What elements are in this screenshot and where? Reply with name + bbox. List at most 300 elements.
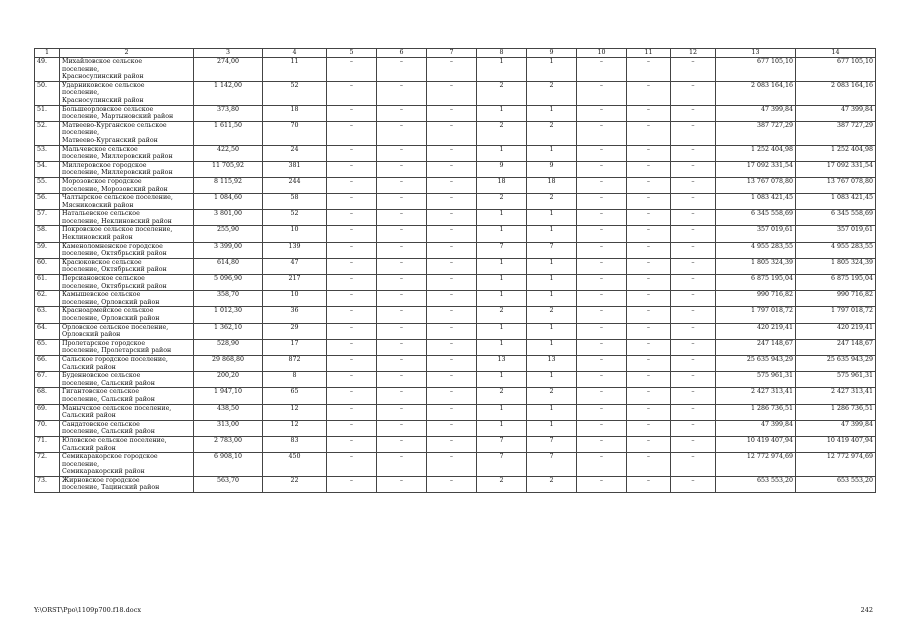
col-8-value: 1 <box>477 323 527 339</box>
col-6-value: – <box>377 453 427 477</box>
col-9-value: 18 <box>527 177 577 193</box>
count-value: 872 <box>263 355 327 371</box>
col-8-value: 1 <box>477 339 527 355</box>
total-amount-value: 47 399,84 <box>796 105 876 121</box>
settlement-name-line: поселение, Миллеровский район <box>62 169 173 177</box>
count-value: 65 <box>263 388 327 404</box>
settlement-name-line: поселение, Пролетарский район <box>62 347 172 355</box>
col-7-value: – <box>427 105 477 121</box>
settlement-name-line: поселение, Неклиновский район <box>62 217 172 225</box>
col-6-value: – <box>377 420 427 436</box>
row-number: 63. <box>35 307 60 323</box>
col-12-value: – <box>671 339 716 355</box>
col-12-value: – <box>671 105 716 121</box>
area-value: 2 783,00 <box>194 436 263 452</box>
area-value: 274,00 <box>194 58 263 82</box>
col-9-value: 13 <box>527 355 577 371</box>
col-12-value: – <box>671 404 716 420</box>
col-7-value: – <box>427 81 477 105</box>
count-value: 83 <box>263 436 327 452</box>
row-number: 53. <box>35 145 60 161</box>
total-amount-value: 575 961,31 <box>796 372 876 388</box>
col-11-value: – <box>627 436 671 452</box>
settlement-name-line: поселение, Октябрьский район <box>62 282 167 290</box>
col-12-value: – <box>671 323 716 339</box>
table-row <box>35 339 876 355</box>
settlement-name-line: Камышевское сельское <box>62 291 141 299</box>
col-7-value: – <box>427 242 477 258</box>
col-6-value: – <box>377 226 427 242</box>
total-amount-value: 25 635 943,29 <box>796 355 876 371</box>
col-8-value: 1 <box>477 105 527 121</box>
count-value: 18 <box>263 105 327 121</box>
settlement-name <box>60 355 194 371</box>
count-value: 12 <box>263 420 327 436</box>
col-12-value: – <box>671 242 716 258</box>
row-number: 52. <box>35 121 60 145</box>
col-5-value: – <box>327 242 377 258</box>
col-12-value: – <box>671 436 716 452</box>
col-8-value: 2 <box>477 194 527 210</box>
count-value: 70 <box>263 121 327 145</box>
settlement-name-line: Чалтырское сельское поселение, <box>62 194 173 202</box>
col-11-value: – <box>627 355 671 371</box>
col-12-value: – <box>671 121 716 145</box>
settlement-name <box>60 323 194 339</box>
table-row <box>35 145 876 161</box>
area-value: 6 908,10 <box>194 453 263 477</box>
settlement-name-line: поселение, Октябрьский район <box>62 266 167 274</box>
col-9-value: 1 <box>527 323 577 339</box>
area-value: 1 611,50 <box>194 121 263 145</box>
col-7-value: – <box>427 388 477 404</box>
col-10-value: – <box>577 145 627 161</box>
total-amount-value: 12 772 974,69 <box>796 453 876 477</box>
col-8-value: 1 <box>477 145 527 161</box>
total-amount-value: 1 252 404,98 <box>796 145 876 161</box>
table-row <box>35 355 876 371</box>
col-11-value: – <box>627 453 671 477</box>
col-9-value: 1 <box>527 258 577 274</box>
col-6-value: – <box>377 210 427 226</box>
table-row <box>35 323 876 339</box>
amount-value: 677 105,10 <box>716 58 796 82</box>
area-value: 313,00 <box>194 420 263 436</box>
col-5-value: – <box>327 145 377 161</box>
area-value: 1 142,00 <box>194 81 263 105</box>
table-row <box>35 388 876 404</box>
total-amount-value: 6 875 195,04 <box>796 275 876 291</box>
table-row <box>35 210 876 226</box>
col-9-value: 2 <box>527 121 577 145</box>
col-7-value: – <box>427 210 477 226</box>
area-value: 563,70 <box>194 476 263 492</box>
col-7-value: – <box>427 307 477 323</box>
settlement-name <box>60 291 194 307</box>
settlement-name-line: поселение, Тацинский район <box>62 484 160 492</box>
area-value: 200,20 <box>194 372 263 388</box>
total-amount-value: 420 219,41 <box>796 323 876 339</box>
col-5-value: – <box>327 210 377 226</box>
amount-value: 1 083 421,45 <box>716 194 796 210</box>
table-row <box>35 58 876 82</box>
col-6-value: – <box>377 105 427 121</box>
col-9-value: 1 <box>527 226 577 242</box>
col-7-value: – <box>427 404 477 420</box>
amount-value: 1 252 404,98 <box>716 145 796 161</box>
col-7-value: – <box>427 161 477 177</box>
col-8-value: 18 <box>477 177 527 193</box>
column-header: 9 <box>527 49 577 58</box>
col-5-value: – <box>327 436 377 452</box>
area-value: 1 012,30 <box>194 307 263 323</box>
area-value: 358,70 <box>194 291 263 307</box>
settlement-name <box>60 307 194 323</box>
total-amount-value: 10 419 407,94 <box>796 436 876 452</box>
col-9-value: 1 <box>527 105 577 121</box>
settlement-name-line: Михайловское сельское <box>62 58 143 65</box>
row-number: 49. <box>35 58 60 82</box>
col-8-value: 1 <box>477 258 527 274</box>
settlement-name-line: Сальский район <box>62 363 116 371</box>
col-11-value: – <box>627 145 671 161</box>
settlement-name <box>60 161 194 177</box>
col-7-value: – <box>427 323 477 339</box>
row-number: 67. <box>35 372 60 388</box>
settlement-name <box>60 404 194 420</box>
col-7-value: – <box>427 121 477 145</box>
settlement-name-line: Красносулинский район <box>62 96 144 104</box>
amount-value: 12 772 974,69 <box>716 453 796 477</box>
settlement-name-line: Красюковское сельское <box>62 258 142 266</box>
settlement-name <box>60 258 194 274</box>
settlement-name-line: Орловское сельское поселение, <box>62 323 169 331</box>
area-value: 528,90 <box>194 339 263 355</box>
table-row <box>35 404 876 420</box>
col-6-value: – <box>377 161 427 177</box>
row-number: 57. <box>35 210 60 226</box>
col-7-value: – <box>427 339 477 355</box>
col-7-value: – <box>427 145 477 161</box>
col-10-value: – <box>577 388 627 404</box>
col-12-value: – <box>671 258 716 274</box>
col-11-value: – <box>627 81 671 105</box>
col-11-value: – <box>627 161 671 177</box>
total-amount-value: 653 553,20 <box>796 476 876 492</box>
col-8-value: 1 <box>477 58 527 82</box>
col-11-value: – <box>627 258 671 274</box>
count-value: 17 <box>263 339 327 355</box>
column-header: 3 <box>194 49 263 58</box>
col-10-value: – <box>577 291 627 307</box>
col-9-value: 1 <box>527 275 577 291</box>
col-11-value: – <box>627 307 671 323</box>
count-value: 217 <box>263 275 327 291</box>
row-number: 72. <box>35 453 60 477</box>
col-10-value: – <box>577 307 627 323</box>
area-value: 5 096,90 <box>194 275 263 291</box>
row-number: 60. <box>35 258 60 274</box>
col-7-value: – <box>427 194 477 210</box>
col-11-value: – <box>627 404 671 420</box>
settlement-name <box>60 275 194 291</box>
amount-value: 357 019,61 <box>716 226 796 242</box>
col-10-value: – <box>577 194 627 210</box>
settlement-name-line: Матвеево-Курганский район <box>62 136 158 144</box>
column-header: 11 <box>627 49 671 58</box>
settlement-name-line: Красносулинский район <box>62 73 144 81</box>
col-5-value: – <box>327 355 377 371</box>
settlement-name <box>60 121 194 145</box>
col-7-value: – <box>427 275 477 291</box>
amount-value: 1 286 736,51 <box>716 404 796 420</box>
col-10-value: – <box>577 105 627 121</box>
row-number: 56. <box>35 194 60 210</box>
col-5-value: – <box>327 372 377 388</box>
settlement-name-line: Каменоломненское городское <box>62 242 163 250</box>
col-12-value: – <box>671 194 716 210</box>
column-header: 12 <box>671 49 716 58</box>
col-10-value: – <box>577 81 627 105</box>
settlement-name <box>60 194 194 210</box>
total-amount-value: 677 105,10 <box>796 58 876 82</box>
total-amount-value: 1 083 421,45 <box>796 194 876 210</box>
count-value: 10 <box>263 291 327 307</box>
col-11-value: – <box>627 58 671 82</box>
col-8-value: 2 <box>477 121 527 145</box>
col-11-value: – <box>627 388 671 404</box>
total-amount-value: 47 399,84 <box>796 420 876 436</box>
col-9-value: 7 <box>527 453 577 477</box>
area-value: 1 362,10 <box>194 323 263 339</box>
table-row <box>35 275 876 291</box>
col-12-value: – <box>671 161 716 177</box>
col-10-value: – <box>577 242 627 258</box>
col-11-value: – <box>627 372 671 388</box>
col-11-value: – <box>627 323 671 339</box>
col-9-value: 7 <box>527 436 577 452</box>
col-7-value: – <box>427 258 477 274</box>
row-number: 70. <box>35 420 60 436</box>
col-7-value: – <box>427 291 477 307</box>
column-header: 2 <box>60 49 194 58</box>
settlement-name <box>60 242 194 258</box>
col-10-value: – <box>577 404 627 420</box>
settlement-name <box>60 388 194 404</box>
table-row <box>35 307 876 323</box>
col-12-value: – <box>671 145 716 161</box>
col-8-value: 13 <box>477 355 527 371</box>
col-10-value: – <box>577 58 627 82</box>
col-7-value: – <box>427 420 477 436</box>
total-amount-value: 387 727,29 <box>796 121 876 145</box>
col-6-value: – <box>377 275 427 291</box>
count-value: 244 <box>263 177 327 193</box>
page-number: 242 <box>860 606 873 614</box>
table-row <box>35 81 876 105</box>
amount-value: 25 635 943,29 <box>716 355 796 371</box>
total-amount-value: 13 767 078,80 <box>796 177 876 193</box>
col-10-value: – <box>577 476 627 492</box>
amount-value: 6 345 558,69 <box>716 210 796 226</box>
table-body <box>35 58 876 493</box>
col-11-value: – <box>627 210 671 226</box>
col-10-value: – <box>577 355 627 371</box>
col-11-value: – <box>627 339 671 355</box>
settlement-name-line: Неклиновский район <box>62 234 133 242</box>
col-6-value: – <box>377 339 427 355</box>
settlement-name <box>60 177 194 193</box>
settlement-name-line: поселение, Сальский район <box>62 395 155 403</box>
col-5-value: – <box>327 275 377 291</box>
settlement-name-line: Сальский район <box>62 444 116 452</box>
amount-value: 4 955 283,55 <box>716 242 796 258</box>
settlement-name-line: поселение, Сальский район <box>62 379 155 387</box>
count-value: 24 <box>263 145 327 161</box>
col-9-value: 1 <box>527 372 577 388</box>
count-value: 36 <box>263 307 327 323</box>
col-12-value: – <box>671 372 716 388</box>
area-value: 438,50 <box>194 404 263 420</box>
col-10-value: – <box>577 372 627 388</box>
count-value: 8 <box>263 372 327 388</box>
row-number: 65. <box>35 339 60 355</box>
settlement-name-line: Жирновское городское <box>62 476 140 484</box>
amount-value: 13 767 078,80 <box>716 177 796 193</box>
row-number: 68. <box>35 388 60 404</box>
settlement-name-line: Манычское сельское поселение, <box>62 404 172 412</box>
row-number: 58. <box>35 226 60 242</box>
amount-value: 47 399,84 <box>716 105 796 121</box>
table-row <box>35 161 876 177</box>
settlement-name-line: Гигантовское сельское <box>62 388 140 396</box>
col-12-value: – <box>671 453 716 477</box>
amount-value: 2 427 313,41 <box>716 388 796 404</box>
settlement-name <box>60 476 194 492</box>
total-amount-value: 6 345 558,69 <box>796 210 876 226</box>
table-row <box>35 242 876 258</box>
amount-value: 2 083 164,16 <box>716 81 796 105</box>
col-12-value: – <box>671 58 716 82</box>
settlement-name-line: Матвеево-Курганское сельское <box>62 121 167 129</box>
settlement-name-line: Мальчевское сельское <box>62 145 138 153</box>
settlement-name-line: Пролетарское городское <box>62 339 146 347</box>
col-7-value: – <box>427 476 477 492</box>
col-12-value: – <box>671 291 716 307</box>
settlement-name-line: поселение, Миллеровский район <box>62 153 173 161</box>
col-6-value: – <box>377 476 427 492</box>
settlement-name <box>60 145 194 161</box>
column-header: 8 <box>477 49 527 58</box>
settlement-name <box>60 372 194 388</box>
table-row <box>35 436 876 452</box>
col-10-value: – <box>577 258 627 274</box>
col-12-value: – <box>671 177 716 193</box>
row-number: 55. <box>35 177 60 193</box>
table-row <box>35 226 876 242</box>
amount-value: 247 148,67 <box>716 339 796 355</box>
settlement-name-line: Миллеровское городское <box>62 161 147 169</box>
settlement-name-line: поселение, Октябрьский район <box>62 250 167 258</box>
settlement-name-line: Большеорловское сельское <box>62 105 154 113</box>
settlement-name <box>60 210 194 226</box>
row-number: 50. <box>35 81 60 105</box>
settlements-table <box>34 48 876 493</box>
document-path: Y:\ORST\Ppo\1109p700.f18.docx <box>34 606 142 614</box>
col-10-value: – <box>577 226 627 242</box>
col-8-value: 7 <box>477 242 527 258</box>
col-9-value: 2 <box>527 81 577 105</box>
col-5-value: – <box>327 307 377 323</box>
amount-value: 47 399,84 <box>716 420 796 436</box>
col-6-value: – <box>377 404 427 420</box>
settlement-name <box>60 105 194 121</box>
col-5-value: – <box>327 453 377 477</box>
col-7-value: – <box>427 58 477 82</box>
col-11-value: – <box>627 105 671 121</box>
total-amount-value: 990 716,82 <box>796 291 876 307</box>
col-9-value: 7 <box>527 242 577 258</box>
table-row <box>35 453 876 477</box>
amount-value: 990 716,82 <box>716 291 796 307</box>
count-value: 29 <box>263 323 327 339</box>
area-value: 3 801,00 <box>194 210 263 226</box>
settlement-name <box>60 420 194 436</box>
count-value: 450 <box>263 453 327 477</box>
col-8-value: 1 <box>477 372 527 388</box>
col-5-value: – <box>327 323 377 339</box>
count-value: 58 <box>263 194 327 210</box>
table-row <box>35 372 876 388</box>
col-12-value: – <box>671 476 716 492</box>
col-5-value: – <box>327 339 377 355</box>
col-6-value: – <box>377 372 427 388</box>
col-10-value: – <box>577 420 627 436</box>
count-value: 381 <box>263 161 327 177</box>
column-header: 5 <box>327 49 377 58</box>
col-6-value: – <box>377 242 427 258</box>
col-5-value: – <box>327 194 377 210</box>
col-11-value: – <box>627 177 671 193</box>
col-8-value: 7 <box>477 453 527 477</box>
settlement-name-line: поселение, Мартыновский район <box>62 113 174 121</box>
col-10-value: – <box>577 323 627 339</box>
col-6-value: – <box>377 388 427 404</box>
settlement-name-line: Мясниковский район <box>62 201 134 209</box>
col-8-value: 2 <box>477 388 527 404</box>
amount-value: 653 553,20 <box>716 476 796 492</box>
table-row <box>35 177 876 193</box>
column-header: 14 <box>796 49 876 58</box>
settlement-name-line: поселение, <box>62 129 100 137</box>
col-9-value: 1 <box>527 145 577 161</box>
col-9-value: 9 <box>527 161 577 177</box>
col-5-value: – <box>327 81 377 105</box>
row-number: 59. <box>35 242 60 258</box>
col-6-value: – <box>377 58 427 82</box>
table-row <box>35 291 876 307</box>
col-8-value: 1 <box>477 420 527 436</box>
row-number: 73. <box>35 476 60 492</box>
settlement-name-line: поселение, <box>62 460 100 468</box>
table-row <box>35 476 876 492</box>
total-amount-value: 2 427 313,41 <box>796 388 876 404</box>
col-6-value: – <box>377 121 427 145</box>
settlement-name-line: поселение, <box>62 65 100 73</box>
total-amount-value: 357 019,61 <box>796 226 876 242</box>
settlement-name-line: Персиановское сельское <box>62 275 145 283</box>
col-5-value: – <box>327 161 377 177</box>
